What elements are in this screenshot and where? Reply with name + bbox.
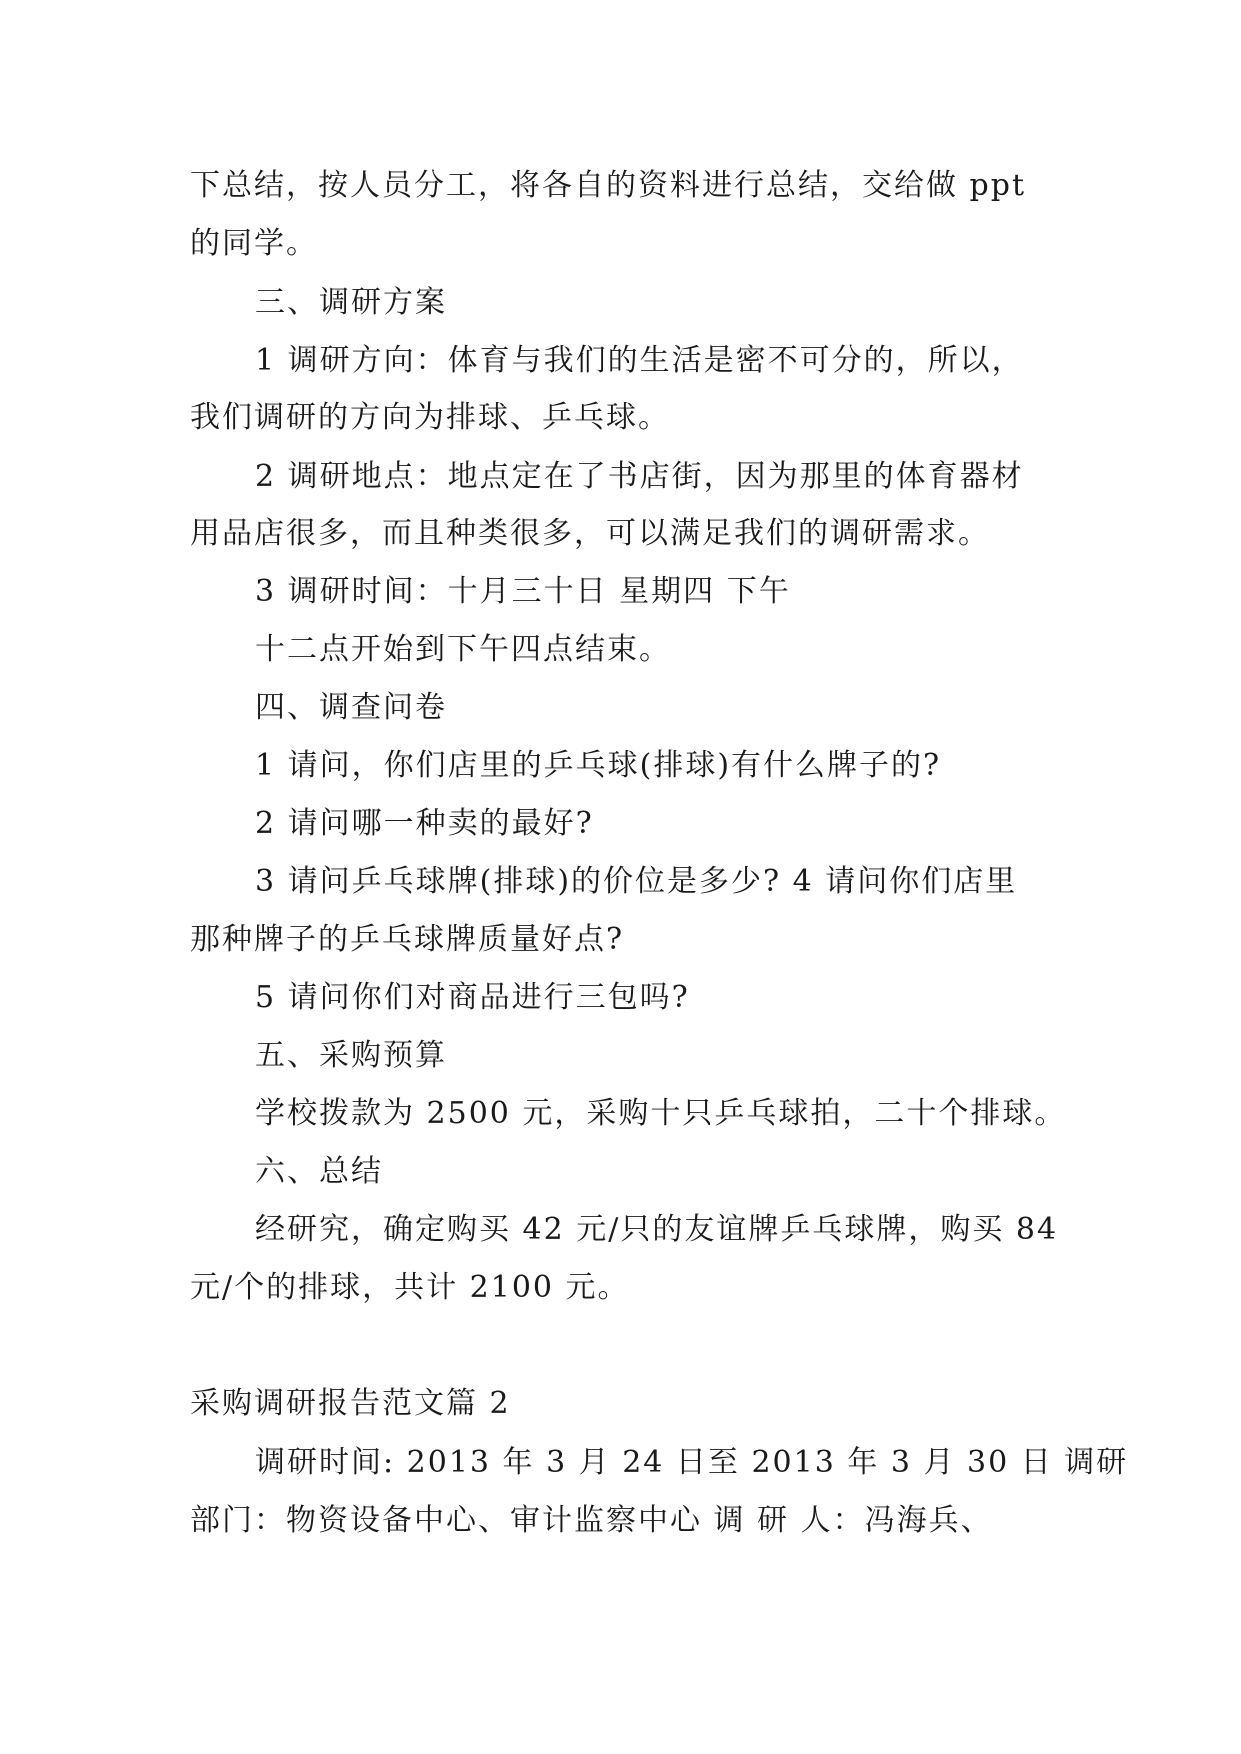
paragraph-line: 5 请问你们对商品进行三包吗? bbox=[255, 980, 690, 1015]
paragraph-line: 十二点开始到下午四点结束。 bbox=[255, 632, 671, 667]
paragraph-line: 调研时间: 2013 年 3 月 24 日至 2013 年 3 月 30 日 调研 bbox=[255, 1445, 1129, 1480]
paragraph-line: 经研究，确定购买 42 元/只的友谊牌乒乓球牌，购买 84 bbox=[255, 1212, 1059, 1247]
paragraph-line: 3 请问乒乓球牌(排球)的价位是多少? 4 请问你们店里 bbox=[255, 864, 1018, 899]
paragraph-line: 那种牌子的乒乓球牌质量好点? bbox=[190, 922, 625, 957]
paragraph-line: 下总结，按人员分工，将各自的资料进行总结，交给做 ppt bbox=[190, 168, 1026, 203]
paragraph-line: 学校拨款为 2500 元，采购十只乒乓球拍，二十个排球。 bbox=[255, 1096, 1067, 1131]
paragraph-line: 部门：物资设备中心、审计监察中心 调 研 人：冯海兵、 bbox=[190, 1503, 993, 1538]
paragraph-line: 1 请问，你们店里的乒乓球(排球)有什么牌子的? bbox=[255, 748, 942, 783]
section-heading: 六、总结 bbox=[255, 1154, 383, 1189]
article-title: 采购调研报告范文篇 2 bbox=[190, 1386, 511, 1421]
section-heading: 四、调查问卷 bbox=[255, 690, 447, 725]
paragraph-line: 的同学。 bbox=[190, 226, 318, 261]
paragraph-line: 元/个的排球，共计 2100 元。 bbox=[190, 1270, 630, 1305]
paragraph-line: 用品店很多，而且种类很多，可以满足我们的调研需求。 bbox=[190, 516, 990, 551]
paragraph-line: 3 调研时间：十月三十日 星期四 下午 bbox=[255, 574, 791, 609]
paragraph-line: 2 调研地点：地点定在了书店街，因为那里的体育器材 bbox=[255, 459, 1024, 494]
paragraph-line: 1 调研方向：体育与我们的生活是密不可分的，所以， bbox=[255, 343, 1024, 378]
paragraph-line: 2 请问哪一种卖的最好? bbox=[255, 806, 594, 841]
paragraph-line: 我们调研的方向为排球、乒乓球。 bbox=[190, 400, 670, 435]
section-heading: 三、调研方案 bbox=[255, 285, 447, 320]
section-heading: 五、采购预算 bbox=[255, 1038, 447, 1073]
